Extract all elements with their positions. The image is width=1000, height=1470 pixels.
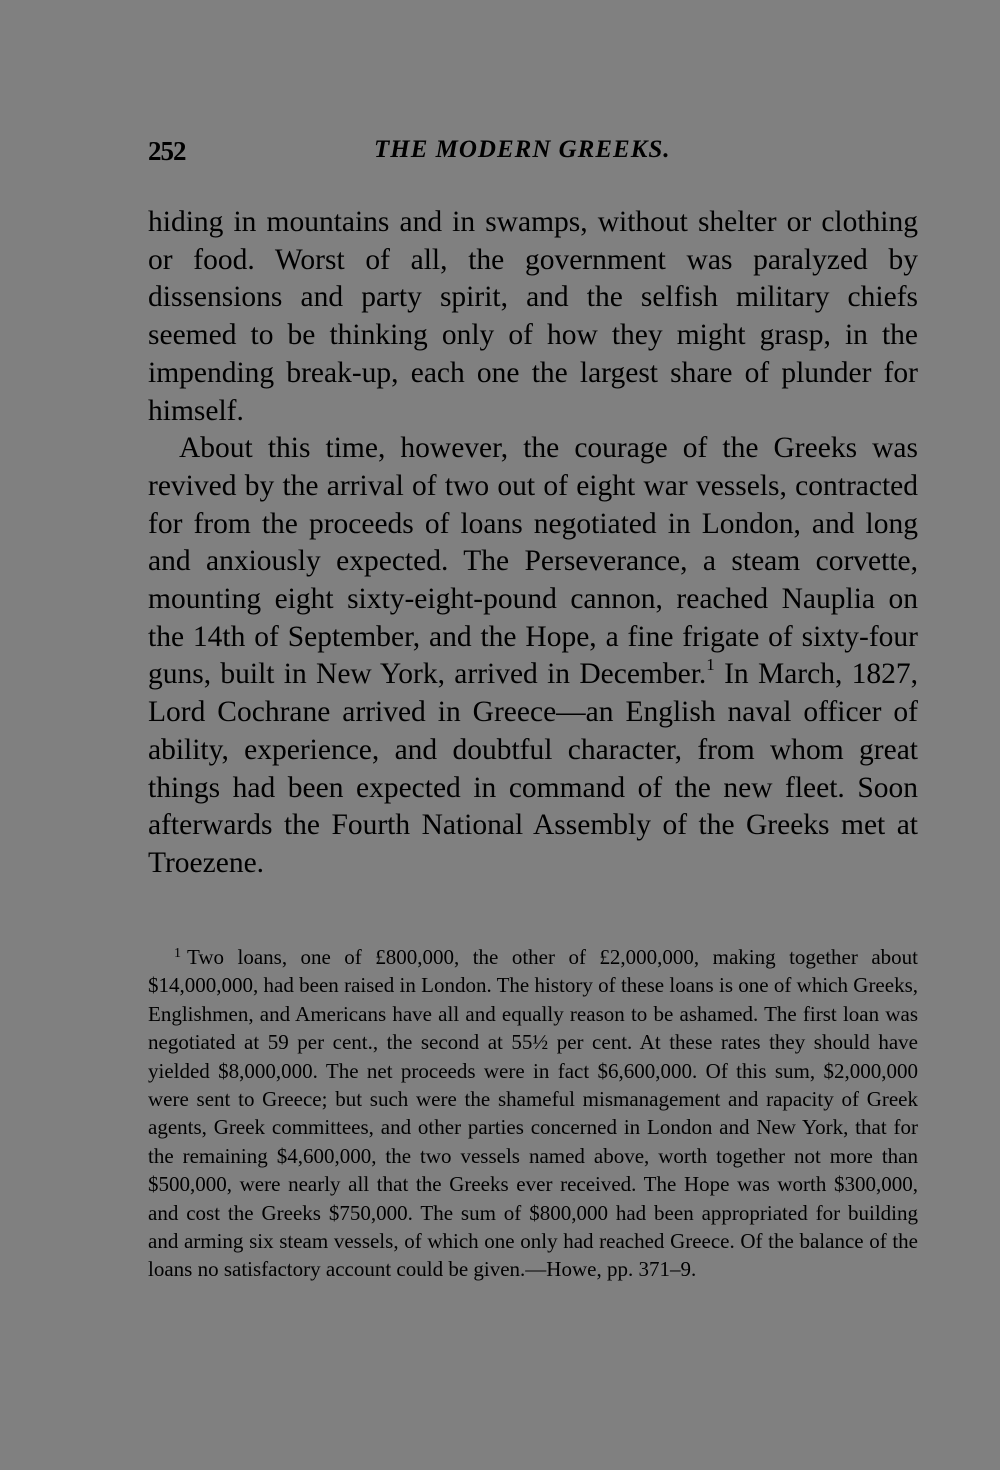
running-head xyxy=(148,136,918,172)
running-title: THE MODERN GREEKS. xyxy=(374,136,671,163)
paragraph-text: In March, 1827, Lord Cochrane arrived in Greece—an English naval officer of ability, experience, and doubtful character, from whom great things had been expected in command of the new fleet. Soon afterwards the Fourth National Assembly of the Greeks met at Troezene. xyxy=(148,658,918,879)
page-number: 252 xyxy=(148,136,186,166)
body-text xyxy=(148,204,918,883)
footnote-reference: 1 xyxy=(706,655,715,675)
paragraph xyxy=(148,430,918,882)
paragraph-text: About this time, however, the courage of the Greeks was revived by the arrival of two out of eight war vessels, contracted for from the proceeds of loans negotiated in London, and long and anxiously expected. The Perseverance, a steam corvette, mounting eight sixty-eight-pound cannon, reached Nauplia on the 14th of September, and the Hope, a fine frigate of sixty-four guns, built in New York, arrived in December. xyxy=(148,432,918,691)
paragraph: hiding in mountains and in swamps, without shelter or clothing or food. Worst of all, the government was paralyzed by dissensions and party spirit, and the selfish military chiefs seemed to be thinking only of how they might grasp, in the impending break-up, each one the largest share of plunder for himself. xyxy=(148,206,918,427)
footnote-text: Two loans, one of £800,000, the other of £2,000,000, making together about $14,000,000, had been raised in London. The history of these loans is one of which Greeks, Englishmen, and Americans have all and equally reason to be ashamed. The first loan was negotiated at 59 per cent., the second at 55½ per cent. At these rates they should have yielded $8,000,000. The net proceeds were in fact $6,600,000. Of this sum, $2,000,000 were sent to Greece; but such were the shameful mismanagement and rapacity of Greek agents, Greek committees, and other parties concerned in London and New York, that for the remaining $4,600,000, the two vessels named above, worth together not more than $500,000, were nearly all that the Greeks ever received. The Hope was worth $300,000, and cost the Greeks $750,000. The sum of $800,000 had been appropriated for building and arming six steam vessels, of which one only had reached Greece. Of the balance of the loans no satisfactory account could be given.—Howe, pp. 371–9. xyxy=(148,945,918,1282)
footnote: 1 Two loans, one of £800,000, the other of £2,000,000, making together about $14,000,000, had been raised in London. The history of these loans is one of which Greeks, Englishmen, and Americans have all and equally reason to be ashamed. The first loan was negotiated at 59 per cent., the second at 55½ per cent. At these rates they should have yielded $8,000,000. The net proceeds were in fact $6,600,000. Of this sum, $2,000,000 were sent to Greece; but such were the shameful mismanagement and rapacity of Greek agents, Greek committees, and other parties concerned in London and New York, that for the remaining $4,600,000, the two vessels named above, worth together not more than $500,000, were nearly all that the Greeks ever received. The Hope was worth $300,000, and cost the Greeks $750,000. The sum of $800,000 had been appropriated for building and arming six steam vessels, of which one only had reached Greece. Of the balance of the loans no satisfactory account could be given.—Howe, pp. 371–9. xyxy=(148,945,918,1282)
book-page xyxy=(148,0,918,1470)
